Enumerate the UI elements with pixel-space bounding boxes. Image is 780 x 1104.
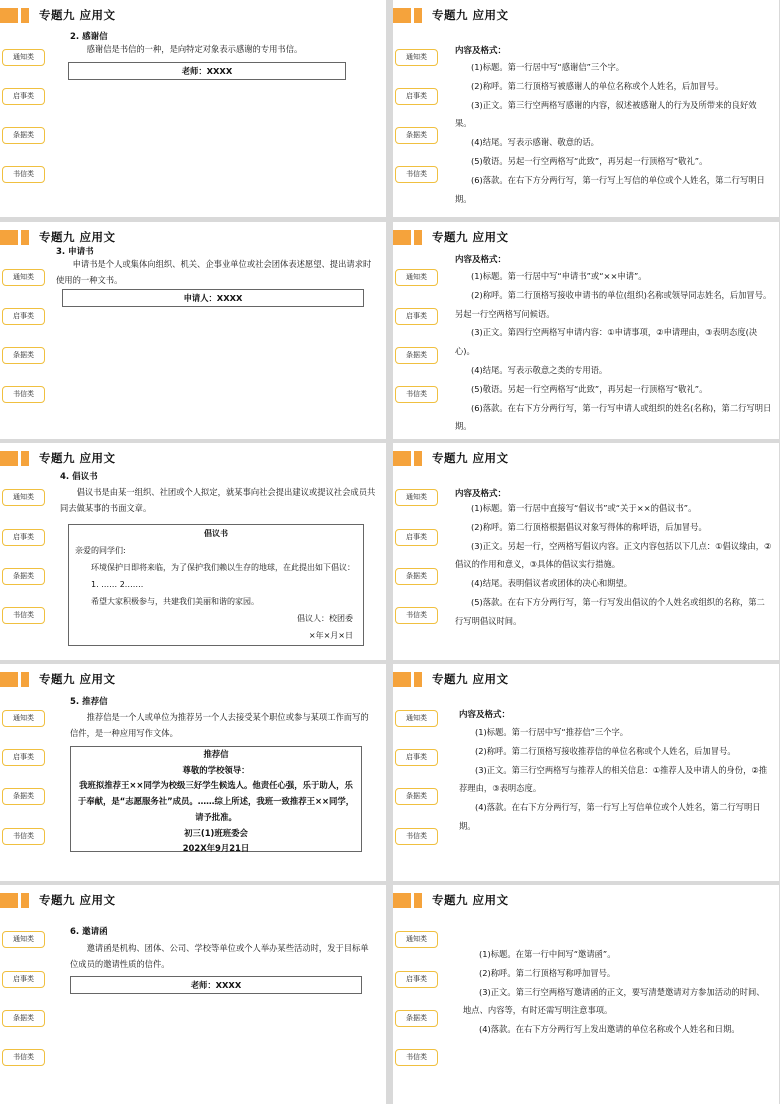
section-heading: 2. 感谢信: [70, 32, 108, 42]
nav-button-notice[interactable]: 通知类: [395, 710, 438, 727]
orange-marker-icon: [393, 230, 411, 245]
content-item: (3)正文。第三行空两格写与推荐人的相关信息：①推荐人及申请人的身份，②推荐理由，③表明态度。: [459, 764, 768, 794]
nav-button-notice[interactable]: 通知类: [395, 269, 438, 286]
orange-marker-icon: [0, 230, 18, 245]
nav-button-letter[interactable]: 书信类: [395, 166, 438, 183]
content-heading: 内容及格式：: [459, 710, 511, 720]
letter-points: 1. …… 2.……: [91, 580, 144, 589]
orange-marker-icon: [414, 672, 422, 687]
nav-button-announcement[interactable]: 启事类: [395, 529, 438, 546]
section-paragraph: 申请书是个人或集体向组织、机关、企事业单位或社会团体表述愿望、提出请求时使用的一种文书。: [56, 259, 372, 285]
nav-button-announcement[interactable]: 启事类: [395, 88, 438, 105]
nav-button-letter[interactable]: 书信类: [2, 166, 45, 183]
nav-button-notice[interactable]: 通知类: [2, 710, 45, 727]
section-heading: 6. 邀请函: [70, 927, 108, 937]
orange-marker-icon: [0, 451, 18, 466]
slide-1-right: [393, 0, 779, 217]
content-list: [455, 267, 773, 436]
nav-button-notice[interactable]: 通知类: [395, 489, 438, 506]
content-list: [463, 945, 769, 1039]
content-heading: 内容及格式：: [455, 46, 507, 56]
nav-button-notice[interactable]: 通知类: [395, 49, 438, 66]
example-letter: [70, 746, 362, 852]
content-item: (4)落款。在右下方分两行写上发出邀请的单位名称或个人姓名和日期。: [479, 1024, 740, 1035]
nav-button-announcement[interactable]: 启事类: [395, 308, 438, 325]
nav-button-note[interactable]: 条据类: [395, 1010, 438, 1027]
content-list: [455, 499, 773, 631]
content-item: (4)落款。在右下方分两行写，第一行写上写信单位或个人姓名，第二行写明日期。: [459, 802, 761, 831]
nav-button-letter[interactable]: 书信类: [2, 386, 45, 403]
letter-greeting: 亲爱的同学们:: [75, 546, 126, 555]
orange-marker-icon: [414, 451, 422, 466]
content-item: (6)落款。在右下方分两行写，第一行写上写信的单位或个人姓名，第二行写明日期。: [455, 174, 765, 204]
slide-3-right: [393, 443, 779, 660]
nav-button-notice[interactable]: 通知类: [2, 269, 45, 286]
orange-marker-icon: [0, 8, 18, 23]
example-box: 申请人：XXXX: [62, 289, 364, 307]
slide-title: 专题九 应用文: [39, 8, 116, 22]
content-item: (2)称呼。第二行顶格写称呼加冒号。: [479, 967, 616, 978]
slide-title: 专题九 应用文: [39, 672, 116, 686]
content-item: (1)标题。第一行居中写“申请书”或“××申请”。: [471, 271, 647, 281]
letter-greeting: 尊敬的学校领导：: [182, 764, 250, 775]
orange-marker-icon: [414, 230, 422, 245]
slide-title: 专题九 应用文: [432, 451, 509, 465]
content-item: (5)敬语。另起一行空两格写“此致”，再另起一行顶格写“敬礼”。: [471, 155, 708, 166]
content-item: (1)标题。第一行居中写“推荐信”三个字。: [475, 727, 629, 737]
slide-1-left: [0, 0, 386, 217]
nav-button-note[interactable]: 条据类: [2, 347, 45, 364]
content-item: (3)正文。第三行空两格写感谢的内容，叙述被感谢人的行为及所带来的良好效果。: [455, 99, 757, 129]
orange-marker-icon: [21, 893, 29, 908]
nav-button-note[interactable]: 条据类: [395, 788, 438, 805]
content-item: (1)标题。在第一行中间写“邀请函”。: [479, 949, 616, 959]
content-item: (6)落款。在右下方分两行写，第一行写申请人或组织的姓名(名称)，第二行写明日期。: [455, 402, 772, 432]
content-item: (1)标题。第一行居中写“感谢信”三个字。: [471, 62, 625, 72]
nav-button-letter[interactable]: 书信类: [395, 386, 438, 403]
orange-marker-icon: [414, 893, 422, 908]
nav-button-note[interactable]: 条据类: [2, 788, 45, 805]
orange-marker-icon: [21, 230, 29, 245]
nav-button-note[interactable]: 条据类: [395, 127, 438, 144]
nav-button-note[interactable]: 条据类: [2, 127, 45, 144]
orange-marker-icon: [0, 672, 18, 687]
content-item: (3)正文。第三行空两格写邀请函的正文，要写清楚邀请对方参加活动的时间、地点、内容等，有时还需写明注意事项。: [463, 986, 765, 1016]
letter-signer: 倡议人：校团委: [297, 614, 353, 623]
slide-title: 专题九 应用文: [39, 230, 116, 244]
content-item: (4)结尾。写表示敬意之类的专用语。: [471, 364, 608, 375]
slide-4-right: [393, 664, 779, 881]
orange-marker-icon: [393, 893, 411, 908]
example-box: 老师：XXXX: [70, 976, 362, 994]
slide-title: 专题九 应用文: [432, 8, 509, 22]
slide-title: 专题九 应用文: [432, 672, 509, 686]
letter-signer: 初三(1)班班委会: [184, 827, 248, 838]
orange-marker-icon: [393, 451, 411, 466]
nav-button-announcement[interactable]: 启事类: [395, 749, 438, 766]
content-item: (2)称呼。第二行顶格写接收申请书的单位(组织)名称或领导同志姓名，后加冒号。另起一行空两格写问候语。: [455, 289, 772, 319]
content-item: (2)称呼。第二行顶格根据倡议对象写得体的称呼语，后加冒号。: [471, 521, 707, 532]
content-item: (1)标题。第一行居中直接写“倡议书”或“关于××的倡议书”。: [471, 503, 697, 513]
section-paragraph: 推荐信是一个人或单位为推荐另一个人去接受某个职位或参与某项工作而写的信件，是一种应用写作文体。: [70, 712, 369, 738]
section-paragraph: 邀请函是机构、团体、公司、学校等单位或个人举办某些活动时，发于目标单位成员的邀请性质的信件。: [70, 943, 369, 969]
nav-button-notice[interactable]: 通知类: [2, 931, 45, 948]
letter-title: 倡议书: [204, 529, 228, 538]
content-item: (3)正文。另起一行，空两格写倡议内容。正文内容包括以下几点：①倡议缘由，②倡议的作用和意义，③具体的倡议实行措施。: [455, 540, 772, 570]
content-item: (5)落款。在右下方分两行写，第一行写发出倡议的个人姓名或组织的名称，第二行写明倡议时间。: [455, 596, 765, 626]
nav-button-note[interactable]: 条据类: [2, 568, 45, 585]
slide-title: 专题九 应用文: [39, 893, 116, 907]
content-list: [455, 58, 773, 208]
nav-button-announcement[interactable]: 启事类: [2, 308, 45, 325]
section-paragraph: 感谢信是书信的一种，是向特定对象表示感谢的专用书信。: [86, 44, 303, 54]
section-heading: 4. 倡议书: [60, 472, 98, 482]
nav-button-letter[interactable]: 书信类: [395, 828, 438, 845]
example-letter: [68, 524, 364, 646]
content-item: (5)敬语。另起一行空两格写“此致”，再另起一行顶格写“敬礼”。: [471, 383, 708, 394]
nav-button-announcement[interactable]: 启事类: [2, 971, 45, 988]
nav-button-letter[interactable]: 书信类: [2, 828, 45, 845]
orange-marker-icon: [414, 8, 422, 23]
letter-body: 环境保护日即将来临，为了保护我们赖以生存的地球，在此提出如下倡议：: [91, 563, 355, 572]
orange-marker-icon: [393, 8, 411, 23]
slide-3-left: [0, 443, 386, 660]
orange-marker-icon: [21, 672, 29, 687]
letter-title: 推荐信: [203, 749, 229, 759]
letter-date: ×年×月×日: [308, 631, 353, 640]
nav-button-announcement[interactable]: 启事类: [395, 971, 438, 988]
letter-closing: 希望大家积极参与，共建我们美丽和谐的家园。: [91, 597, 259, 606]
content-item: (2)称呼。第二行顶格写接收推荐信的单位名称或个人姓名，后加冒号。: [475, 745, 736, 756]
slide-2-left: [0, 222, 386, 439]
content-item: (4)结尾。表明倡议者或团体的决心和期望。: [471, 578, 633, 589]
content-item: (3)正文。第四行空两格写申请内容：①申请事项，②申请理由，③表明态度(决心)。: [455, 327, 758, 357]
content-heading: 内容及格式：: [455, 255, 507, 265]
slide-4-left: [0, 664, 386, 881]
content-heading: 内容及格式：: [455, 489, 507, 499]
section-heading: 3. 申请书: [56, 247, 94, 257]
letter-body: 我班拟推荐王××同学为校级三好学生候选人。他责任心强，乐于助人，乐于奉献，是“志愿服务社”成员。……综上所述，我班一致推荐王××同学，请予批准。: [77, 780, 355, 822]
orange-marker-icon: [393, 672, 411, 687]
orange-marker-icon: [21, 8, 29, 23]
nav-button-note[interactable]: 条据类: [2, 1010, 45, 1027]
nav-button-letter[interactable]: 书信类: [395, 607, 438, 624]
nav-button-letter[interactable]: 书信类: [2, 1049, 45, 1066]
orange-marker-icon: [0, 893, 18, 908]
slide-5-left: [0, 885, 386, 1104]
nav-button-announcement[interactable]: 启事类: [2, 529, 45, 546]
content-item: (2)称呼。第二行顶格写被感谢人的单位名称或个人姓名，后加冒号。: [471, 80, 724, 91]
nav-button-announcement[interactable]: 启事类: [2, 749, 45, 766]
nav-button-announcement[interactable]: 启事类: [2, 88, 45, 105]
example-box: 老师：XXXX: [68, 62, 346, 80]
slide-title: 专题九 应用文: [432, 230, 509, 244]
letter-date: 202X年9月21日: [182, 843, 250, 854]
section-paragraph: 倡议书是由某一组织、社团或个人拟定，就某事向社会提出建议或提议社会成员共同去做某事的书面文章。: [60, 487, 376, 513]
slide-5-right: [393, 885, 779, 1104]
nav-button-letter[interactable]: 书信类: [2, 607, 45, 624]
slide-title: 专题九 应用文: [39, 451, 116, 465]
orange-marker-icon: [21, 451, 29, 466]
nav-button-notice[interactable]: 通知类: [2, 49, 45, 66]
slide-title: 专题九 应用文: [432, 893, 509, 907]
slide-2-right: [393, 222, 779, 439]
content-list: [459, 723, 769, 836]
section-heading: 5. 推荐信: [70, 697, 108, 707]
content-item: (4)结尾。写表示感谢、敬意的话。: [471, 137, 599, 148]
nav-button-note[interactable]: 条据类: [395, 568, 438, 585]
nav-button-notice[interactable]: 通知类: [2, 489, 45, 506]
nav-button-note[interactable]: 条据类: [395, 347, 438, 364]
nav-button-notice[interactable]: 通知类: [395, 931, 438, 948]
nav-button-letter[interactable]: 书信类: [395, 1049, 438, 1066]
